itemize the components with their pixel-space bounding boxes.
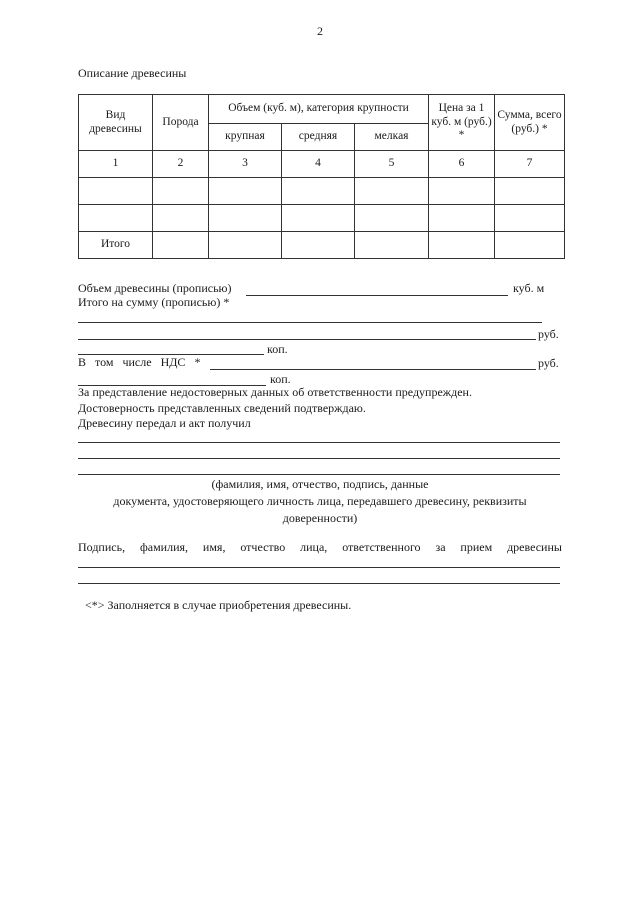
table-cell[interactable]: [209, 232, 282, 259]
table-cell[interactable]: [153, 178, 209, 205]
col-number: 5: [355, 151, 429, 178]
table-cell[interactable]: [79, 178, 153, 205]
handed-over-text: Древесину передал и акт получил: [78, 416, 251, 430]
caption-line: доверенности): [282, 511, 358, 525]
table-cell[interactable]: [429, 178, 495, 205]
table-cell[interactable]: [429, 232, 495, 259]
sum-kop-label: коп.: [267, 342, 288, 356]
caption-line: документа, удостоверяющего личность лица, передавшего древесину, реквизиты: [113, 494, 527, 508]
table-cell[interactable]: [495, 232, 565, 259]
vat-word: НДС: [160, 355, 186, 369]
table-cell[interactable]: [355, 232, 429, 259]
caption-line: (фамилия, имя, отчество, подпись, данные: [211, 477, 429, 491]
table-cell[interactable]: [282, 178, 355, 205]
header-wood-type: Вид древесины: [79, 95, 153, 151]
responsible-word: имя,: [202, 540, 226, 554]
column-number-row: [79, 151, 565, 178]
sum-words-field-line2[interactable]: [78, 339, 536, 340]
responsible-word: ответственного: [342, 540, 421, 554]
table-cell[interactable]: [355, 178, 429, 205]
header-volume: Объем (куб. м), категория крупности: [209, 95, 429, 124]
signature-caption: [78, 476, 562, 527]
header-medium: средняя: [282, 124, 355, 151]
table-cell[interactable]: [282, 232, 355, 259]
responsible-word: древесины: [507, 540, 562, 554]
header-sum: Сумма, всего (руб.) *: [495, 95, 565, 151]
table-cell[interactable]: [495, 205, 565, 232]
responsible-word: фамилия,: [139, 540, 189, 554]
sum-words-field-line1[interactable]: [78, 322, 542, 323]
responsible-word: прием: [460, 540, 493, 554]
responsible-label: [78, 540, 562, 555]
table-header-row: [79, 95, 565, 124]
responsible-word: лица,: [300, 540, 328, 554]
table-cell[interactable]: [153, 232, 209, 259]
page-number: 2: [317, 24, 323, 38]
volume-unit: куб. м: [513, 281, 545, 295]
table-cell[interactable]: [153, 205, 209, 232]
warning-text: За представление недостоверных данных об ответственности предупрежден.: [78, 385, 472, 399]
col-number: 2: [153, 151, 209, 178]
table-row: [79, 178, 565, 205]
responsible-word: Подпись,: [78, 540, 126, 554]
table-cell[interactable]: [355, 205, 429, 232]
header-species: Порода: [153, 95, 209, 151]
col-number: 1: [79, 151, 153, 178]
volume-words-label: Объем древесины (прописью): [78, 281, 232, 295]
responsible-word: отчество: [240, 540, 286, 554]
table-row: [79, 205, 565, 232]
sum-words-label: Итого на сумму (прописью) *: [78, 295, 230, 309]
section-title: Описание древесины: [78, 66, 187, 80]
table-cell[interactable]: [495, 178, 565, 205]
vat-label: [78, 355, 209, 370]
table-cell[interactable]: [209, 178, 282, 205]
sum-rub-label: руб.: [538, 327, 559, 341]
vat-field[interactable]: [210, 369, 536, 370]
header-small: мелкая: [355, 124, 429, 151]
volume-words-field[interactable]: [246, 295, 508, 296]
handed-over-field-line1[interactable]: [78, 442, 560, 443]
responsible-word: за: [435, 540, 446, 554]
vat-word: числе: [122, 355, 152, 369]
table-cell[interactable]: [282, 205, 355, 232]
col-number: 4: [282, 151, 355, 178]
vat-rub-label: руб.: [538, 356, 559, 370]
col-number: 3: [209, 151, 282, 178]
vat-kop-label: коп.: [270, 372, 291, 386]
confirm-text: Достоверность представленных сведений подтверждаю.: [78, 401, 366, 415]
handed-over-field-line2[interactable]: [78, 458, 560, 459]
footnote: <*> Заполняется в случае приобретения древесины.: [85, 598, 352, 612]
responsible-field-line1[interactable]: [78, 567, 560, 568]
total-row: [79, 232, 565, 259]
wood-description-table: [78, 94, 565, 259]
handed-over-field-line3[interactable]: [78, 474, 560, 475]
header-price: Цена за 1 куб. м (руб.) *: [429, 95, 495, 151]
header-large: крупная: [209, 124, 282, 151]
vat-word: В: [78, 355, 87, 369]
table-cell[interactable]: [79, 205, 153, 232]
total-label: Итого: [79, 232, 153, 259]
vat-word: том: [95, 355, 114, 369]
responsible-field-line2[interactable]: [78, 583, 560, 584]
table-cell[interactable]: [429, 205, 495, 232]
vat-word: *: [194, 355, 201, 369]
table-cell[interactable]: [209, 205, 282, 232]
col-number: 6: [429, 151, 495, 178]
col-number: 7: [495, 151, 565, 178]
